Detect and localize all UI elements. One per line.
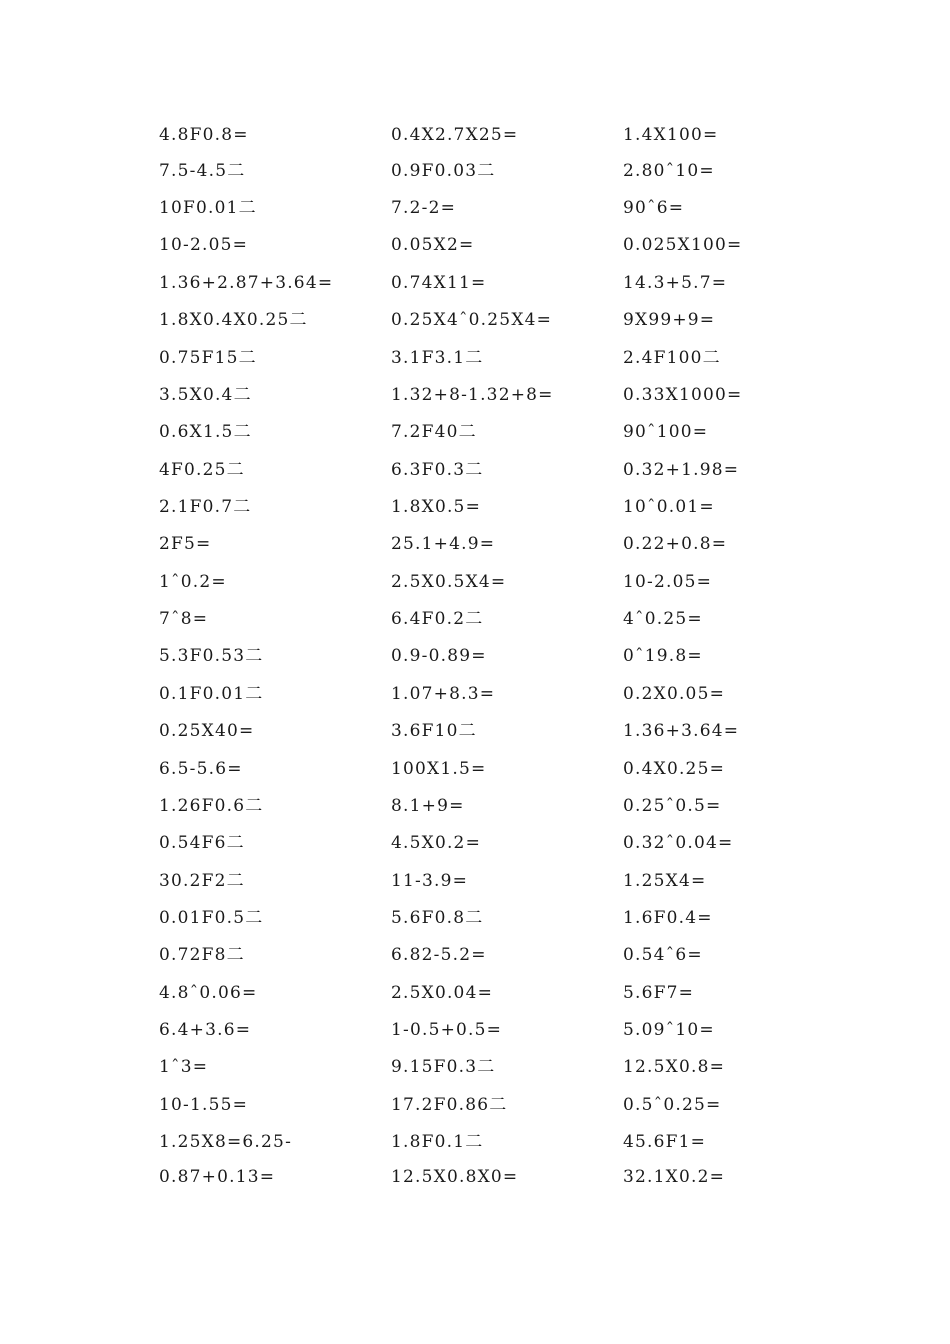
problem-col-1: 30.2F2二	[159, 871, 245, 891]
problem-col-2: 7.2F40二	[391, 422, 477, 442]
problem-col-2: 100X1.5=	[391, 759, 487, 779]
problem-row	[0, 1165, 950, 1189]
problem-col-3: 10ˆ0.01=	[623, 497, 715, 517]
problem-col-3: 45.6F1=	[623, 1132, 707, 1152]
problem-col-2: 3.1F3.1二	[391, 348, 484, 368]
problem-row	[0, 943, 950, 967]
problem-col-3: 0.025X100=	[623, 235, 743, 255]
problem-col-1: 0.01F0.5二	[159, 908, 264, 928]
problem-col-1: 4F0.25二	[159, 460, 245, 480]
problem-row	[0, 383, 950, 407]
problem-col-2: 0.9-0.89=	[391, 646, 487, 666]
problem-col-2: 11-3.9=	[391, 871, 469, 891]
problem-col-1: 1.26F0.6二	[159, 796, 264, 816]
problem-col-2: 0.25X4ˆ0.25X4=	[391, 310, 553, 330]
problem-col-3: 5.09ˆ10=	[623, 1020, 715, 1040]
problem-col-3: 0.33X1000=	[623, 385, 743, 405]
problem-col-2: 1.8F0.1二	[391, 1132, 484, 1152]
problem-col-1: 1.25X8=6.25-	[159, 1132, 293, 1152]
problem-row	[0, 308, 950, 332]
problem-col-2: 0.74X11=	[391, 273, 487, 293]
problem-row	[0, 644, 950, 668]
problem-col-1: 0.72F8二	[159, 945, 245, 965]
problem-col-3: 0.32ˆ0.04=	[623, 833, 734, 853]
problem-col-2: 6.82-5.2=	[391, 945, 487, 965]
problem-row	[0, 719, 950, 743]
problem-col-1: 0.6X1.5二	[159, 422, 252, 442]
problem-col-3: 0.5ˆ0.25=	[623, 1095, 722, 1115]
problem-col-3: 5.6F7=	[623, 983, 695, 1003]
problem-col-3: 0.2X0.05=	[623, 684, 726, 704]
problem-row	[0, 570, 950, 594]
problem-col-3: 90ˆ100=	[623, 422, 709, 442]
problem-row	[0, 196, 950, 220]
problem-col-2: 7.2-2=	[391, 198, 457, 218]
problem-col-3: 1.6F0.4=	[623, 908, 713, 928]
problem-col-3: 32.1X0.2=	[623, 1167, 726, 1187]
problem-col-3: 0.25ˆ0.5=	[623, 796, 722, 816]
problem-col-1: 1ˆ0.2=	[159, 572, 227, 592]
problem-col-2: 1.07+8.3=	[391, 684, 496, 704]
problem-row	[0, 495, 950, 519]
problem-col-2: 0.9F0.03二	[391, 161, 496, 181]
problem-col-3: 0.4X0.25=	[623, 759, 726, 779]
problem-row	[0, 1055, 950, 1079]
problem-col-2: 9.15F0.3二	[391, 1057, 496, 1077]
problem-col-2: 4.5X0.2=	[391, 833, 482, 853]
problem-row	[0, 981, 950, 1005]
problem-col-1: 2.1F0.7二	[159, 497, 252, 517]
problem-col-1: 0.25X40=	[159, 721, 255, 741]
problem-col-3: 0.32+1.98=	[623, 460, 740, 480]
problem-col-2: 6.3F0.3二	[391, 460, 484, 480]
problem-col-3: 0.22+0.8=	[623, 534, 728, 554]
problem-col-1: 5.3F0.53二	[159, 646, 264, 666]
problem-row	[0, 420, 950, 444]
problem-col-1: 0.75F15二	[159, 348, 257, 368]
problem-row	[0, 159, 950, 183]
problem-col-1: 1.36+2.87+3.64=	[159, 273, 334, 293]
problem-row	[0, 757, 950, 781]
problem-row	[0, 794, 950, 818]
problem-col-1: 10-2.05=	[159, 235, 249, 255]
problem-col-3: 1.4X100=	[623, 125, 719, 145]
problem-col-1: 3.5X0.4二	[159, 385, 252, 405]
problem-col-1: 1ˆ3=	[159, 1057, 209, 1077]
problem-row	[0, 682, 950, 706]
problem-col-3: 90ˆ6=	[623, 198, 685, 218]
problem-col-3: 0.54ˆ6=	[623, 945, 703, 965]
problem-col-3: 9X99+9=	[623, 310, 716, 330]
problem-col-1: 4.8ˆ0.06=	[159, 983, 258, 1003]
problem-col-2: 5.6F0.8二	[391, 908, 484, 928]
problem-col-3: 12.5X0.8=	[623, 1057, 726, 1077]
problem-col-2: 8.1+9=	[391, 796, 465, 816]
problem-row	[0, 1130, 950, 1154]
problem-col-2: 0.05X2=	[391, 235, 475, 255]
problem-col-2: 1.8X0.5=	[391, 497, 482, 517]
problem-col-1: 6.5-5.6=	[159, 759, 243, 779]
problem-row	[0, 233, 950, 257]
problem-col-3: 4ˆ0.25=	[623, 609, 703, 629]
problem-col-3: 14.3+5.7=	[623, 273, 728, 293]
problem-col-2: 1.32+8-1.32+8=	[391, 385, 554, 405]
problem-row	[0, 831, 950, 855]
problem-col-1: 0.1F0.01二	[159, 684, 264, 704]
problem-col-2: 2.5X0.5X4=	[391, 572, 507, 592]
problem-col-1: 0.87+0.13=	[159, 1167, 276, 1187]
problem-col-3: 0ˆ19.8=	[623, 646, 703, 666]
problem-row	[0, 1093, 950, 1117]
problem-col-2: 6.4F0.2二	[391, 609, 484, 629]
problem-col-1: 4.8F0.8=	[159, 125, 249, 145]
problem-col-3: 2.80ˆ10=	[623, 161, 715, 181]
problem-row	[0, 607, 950, 631]
problem-col-3: 1.25X4=	[623, 871, 707, 891]
problem-col-2: 25.1+4.9=	[391, 534, 496, 554]
problem-row	[0, 458, 950, 482]
problem-col-2: 12.5X0.8X0=	[391, 1167, 519, 1187]
problem-row	[0, 346, 950, 370]
problem-row	[0, 123, 950, 147]
problem-col-2: 2.5X0.04=	[391, 983, 494, 1003]
problem-col-1: 7.5-4.5二	[159, 161, 246, 181]
problem-row	[0, 869, 950, 893]
problem-row	[0, 271, 950, 295]
problem-col-1: 7ˆ8=	[159, 609, 209, 629]
problem-col-1: 6.4+3.6=	[159, 1020, 252, 1040]
problem-col-2: 17.2F0.86二	[391, 1095, 508, 1115]
problem-col-1: 0.54F6二	[159, 833, 245, 853]
problem-col-1: 10-1.55=	[159, 1095, 249, 1115]
problem-col-1: 2F5=	[159, 534, 212, 554]
problem-row	[0, 532, 950, 556]
problem-col-2: 3.6F10二	[391, 721, 477, 741]
problem-col-3: 1.36+3.64=	[623, 721, 740, 741]
problem-col-2: 0.4X2.7X25=	[391, 125, 519, 145]
problem-col-2: 1-0.5+0.5=	[391, 1020, 503, 1040]
problem-row	[0, 906, 950, 930]
problem-col-3: 10-2.05=	[623, 572, 713, 592]
problem-col-1: 10F0.01二	[159, 198, 257, 218]
problem-col-1: 1.8X0.4X0.25二	[159, 310, 308, 330]
problem-row	[0, 1018, 950, 1042]
problem-col-3: 2.4F100二	[623, 348, 721, 368]
